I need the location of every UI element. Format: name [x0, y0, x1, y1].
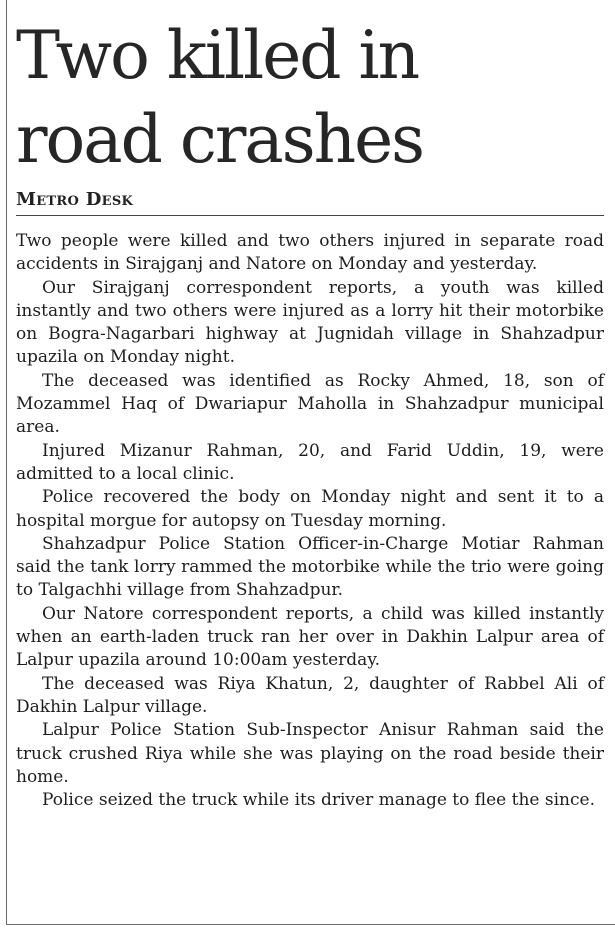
paragraph: Police recovered the body on Monday night and sent it to a hospital morgue for autopsy on Tuesday morning. [16, 487, 604, 531]
paragraph: Lalpur Police Station Sub-Inspector Anisur Rahman said the truck crushed Riya while she was playing on the road beside their home. [16, 720, 604, 787]
article-body [16, 230, 604, 812]
paragraph: Shahzadpur Police Station Officer-in-Charge Motiar Rahman said the tank lorry rammed the motorbike while the trio were going to Talgachhi village from Shahzadpur. [16, 533, 604, 601]
paragraph: Police seized the truck while its driver manage to flee the since. [42, 790, 595, 811]
left-column-rule [6, 0, 7, 925]
headline [16, 0, 604, 182]
paragraph: Injured Mizanur Rahman, 20, and Farid Uddin, 19, were admitted to a local clinic. [16, 440, 604, 484]
byline-divider [16, 215, 604, 216]
bottom-column-rule [6, 924, 615, 925]
paragraph: Two people were killed and two others injured in separate road accidents in Sirajganj and Natore on Monday and yesterday. [16, 231, 604, 275]
paragraph: Our Sirajganj correspondent reports, a youth was killed instantly and two others were injured as a lorry hit their motorbike on Bogra-Nagarbari highway at Jugnidah village in Shahzadpur upazila on Monday night. [16, 277, 604, 368]
paragraph: The deceased was Riya Khatun, 2, daughter of Rabbel Ali of Dakhin Lalpur village. [16, 673, 604, 717]
headline-line-1: Two killed in [16, 17, 419, 94]
paragraph: The deceased was identified as Rocky Ahmed, 18, son of Mozammel Haq of Dwariapur Maholla in Shahzadpur municipal area. [16, 370, 604, 438]
headline-line-2: road crashes [16, 101, 424, 178]
byline: Metro Desk [16, 189, 134, 210]
news-article [16, 0, 604, 812]
paragraph: Our Natore correspondent reports, a child was killed instantly when an earth-laden truck ran her over in Dakhin Lalpur area of Lalpur upazila around 10:00am yesterday. [16, 603, 604, 671]
